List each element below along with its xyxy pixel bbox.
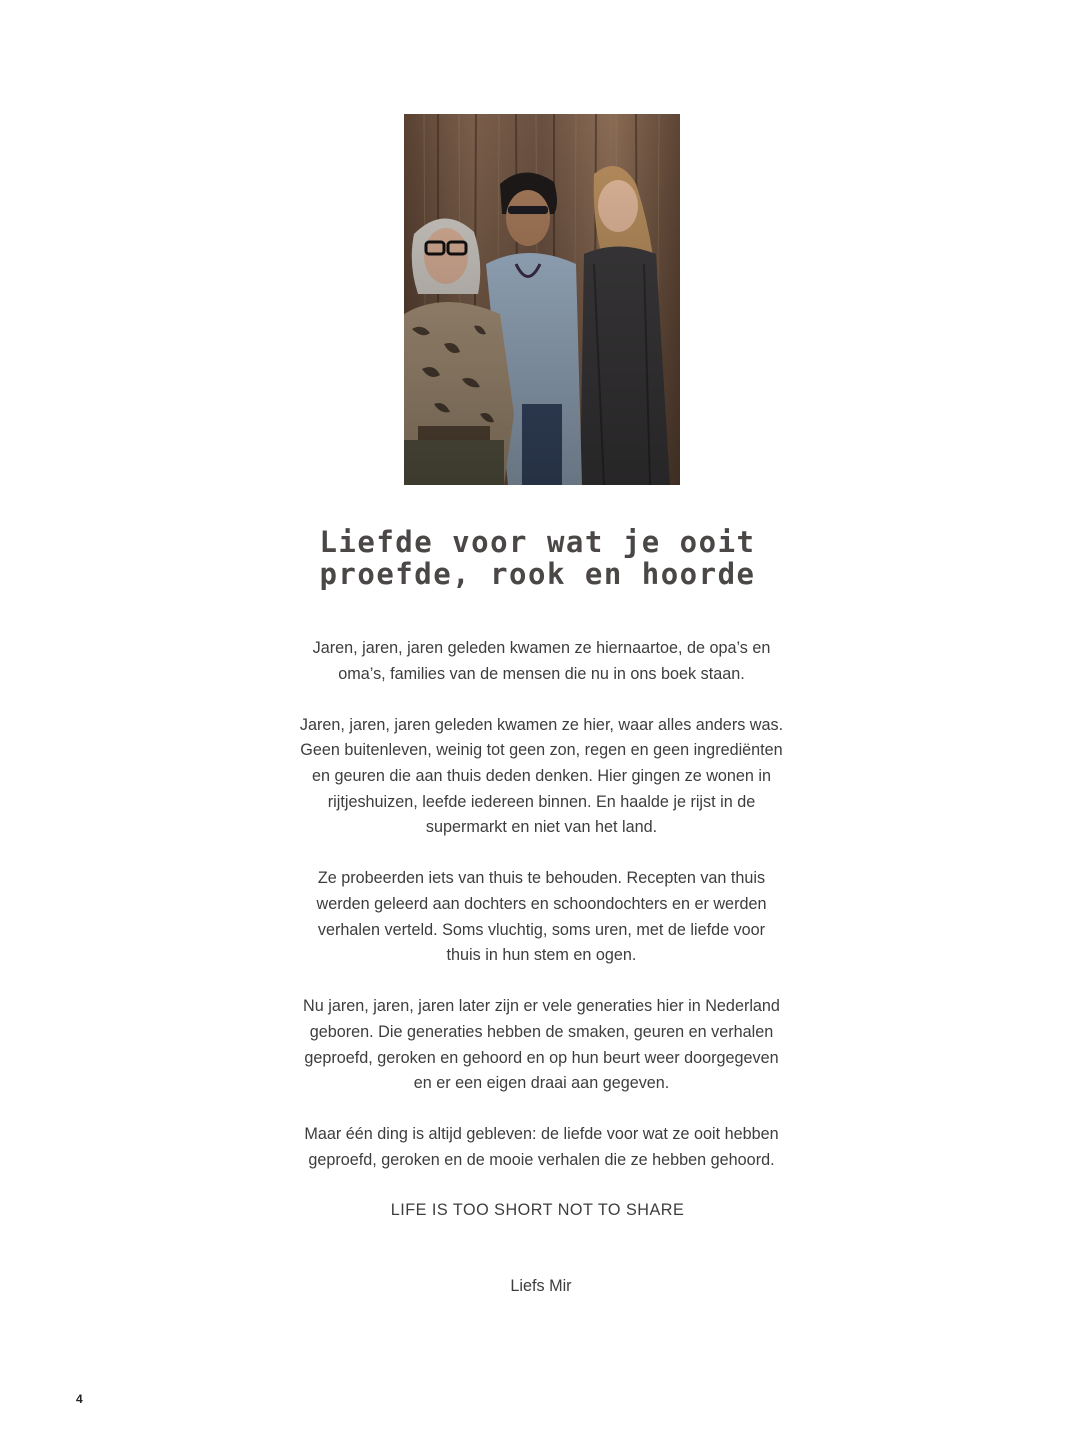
- portrait-photo-illustration: [404, 114, 680, 485]
- text-line: Geen buitenleven, weinig tot geen zon, regen en geen ingrediënten: [300, 741, 783, 760]
- text-line: Jaren, jaren, jaren geleden kwamen ze hier, waar alles anders was.: [299, 715, 784, 734]
- text-line: Jaren, jaren, jaren geleden kwamen ze hiernaartoe, de opa’s en: [312, 639, 771, 657]
- title-line-2: proefde, rook en hoorde: [319, 557, 756, 591]
- text-line: rijtjeshuizen, leefde iedereen binnen. En haalde je rijst in de: [327, 792, 756, 811]
- text-line: Nu jaren, jaren, jaren later zijn er vele generaties hier in Nederland: [303, 997, 780, 1016]
- motto: LIFE IS TOO SHORT NOT TO SHARE: [390, 1201, 685, 1219]
- text-line: en geuren die aan thuis deden denken. Hier gingen ze wonen in: [312, 766, 771, 785]
- text-line: supermarkt en niet van het land.: [425, 818, 658, 837]
- page-number: 4: [76, 1392, 83, 1406]
- text-line: thuis in hun stem en ogen.: [446, 946, 637, 965]
- paragraph-1: [240, 636, 843, 687]
- text-line: verhalen verteld. Soms vluchtig, soms uren, met de liefde voor: [317, 920, 766, 939]
- page-title: [0, 526, 1075, 590]
- paragraph-5: [240, 1122, 843, 1173]
- text-line: geproefd, geroken en de mooie verhalen die ze hebben gehoord.: [308, 1150, 775, 1169]
- portrait-photo: [404, 114, 680, 485]
- text-line: Maar één ding is altijd gebleven: de liefde voor wat ze ooit hebben: [304, 1125, 779, 1144]
- text-line: werden geleerd aan dochters en schoondochters en er werden: [316, 894, 767, 913]
- body-text: [240, 636, 843, 1199]
- text-line: en er een eigen draai aan gegeven.: [413, 1074, 670, 1093]
- signoff: Liefs Mir: [510, 1277, 572, 1295]
- text-line: geproefd, geroken en gehoord en op hun beurt weer doorgegeven: [304, 1048, 779, 1067]
- title-line-1: Liefde voor wat je ooit: [319, 525, 756, 559]
- paragraph-4: [240, 994, 843, 1096]
- paragraph-2: [240, 713, 843, 841]
- text-line: oma’s, families van de mensen die nu in ons boek staan.: [338, 664, 745, 683]
- text-line: Ze probeerden iets van thuis te behouden. Recepten van thuis: [317, 869, 766, 888]
- paragraph-3: [240, 866, 843, 968]
- text-line: geboren. Die generaties hebben de smaken, geuren en verhalen: [309, 1022, 774, 1041]
